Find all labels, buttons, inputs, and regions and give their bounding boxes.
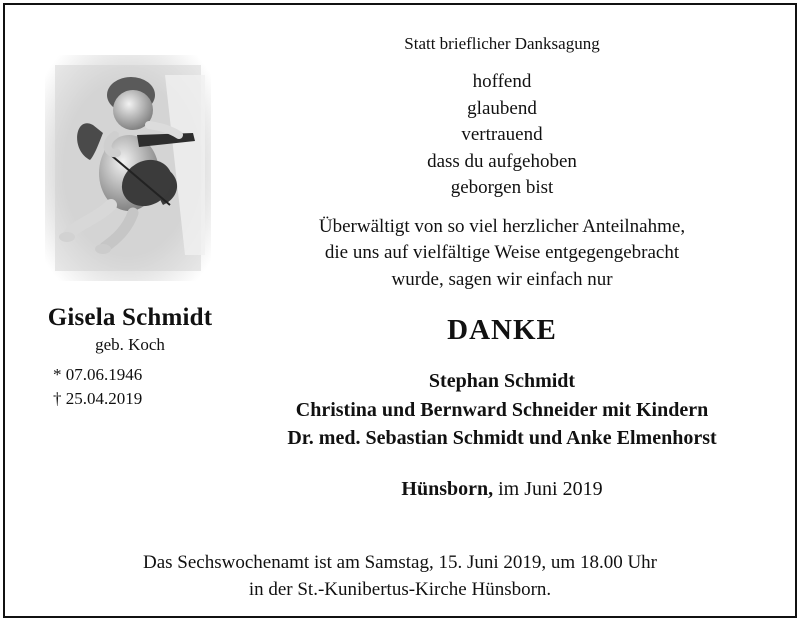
memorial-mass-info xyxy=(5,549,795,603)
thanks-line: die uns auf vielfältige Weise entgegengebracht xyxy=(324,242,680,263)
footer-line: in der St.-Kunibertus-Kirche Hünsborn. xyxy=(248,579,552,600)
deceased-name: Gisela Schmidt xyxy=(47,304,213,331)
birth-date: * 07.06.1946 xyxy=(53,365,143,384)
poem-line: glaubend xyxy=(467,97,537,119)
poem-line: hoffend xyxy=(472,71,532,92)
thanks-text xyxy=(237,214,767,294)
signer: Dr. med. Sebastian Schmidt und Anke Elmenhorst xyxy=(287,427,717,449)
life-dates xyxy=(53,363,213,411)
footer-line: Das Sechswochenamt ist am Samstag, 15. Juni 2019, um 18.00 Uhr xyxy=(142,552,657,573)
signer: Stephan Schmidt xyxy=(428,370,576,392)
poem-line: dass du aufgehoben xyxy=(427,150,577,172)
obituary-notice xyxy=(3,3,797,618)
intro-line: Statt brieflicher Danksagung xyxy=(404,34,600,53)
signer: Christina und Bernward Schneider mit Kindern xyxy=(295,398,709,421)
maiden-name: geb. Koch xyxy=(95,335,165,354)
place-date xyxy=(237,475,767,503)
danke-heading: DANKE xyxy=(447,314,557,346)
message-block xyxy=(237,33,767,503)
poem-line: vertrauend xyxy=(461,124,543,145)
thanks-line: wurde, sagen wir einfach nur xyxy=(391,268,613,290)
cherub-violin-photo xyxy=(45,55,211,281)
signers xyxy=(237,367,767,453)
place-month: im Juni 2019 xyxy=(498,477,603,500)
death-date: † 25.04.2019 xyxy=(53,389,143,408)
cherub-violin-icon xyxy=(45,55,211,281)
poem-line: geborgen bist xyxy=(450,177,554,198)
thanks-line: Überwältigt von so viel herzlicher Anteilnahme, xyxy=(318,215,686,237)
deceased-block xyxy=(25,303,235,357)
place-town: Hünsborn, xyxy=(401,477,494,500)
poem xyxy=(237,69,767,202)
